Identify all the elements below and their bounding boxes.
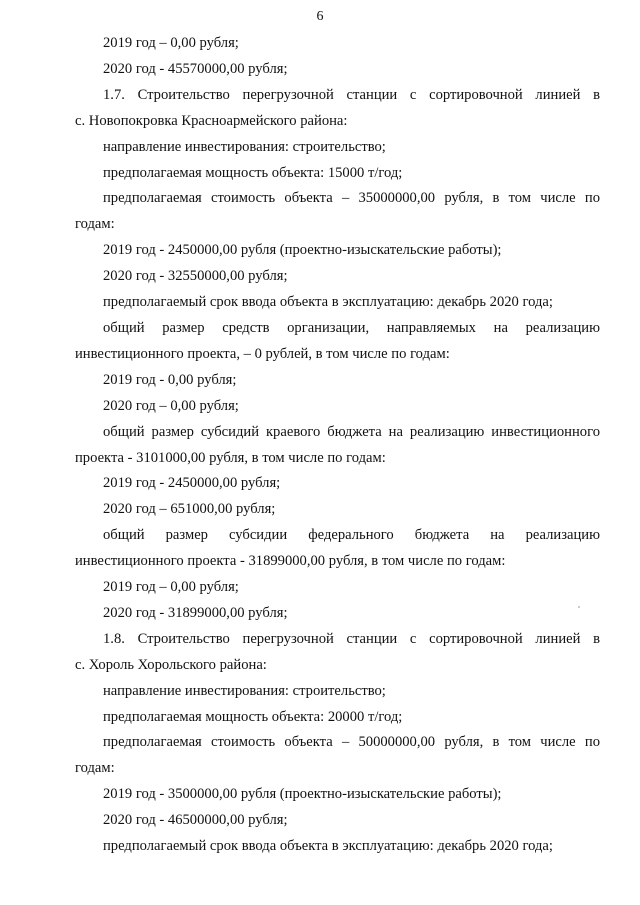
- text-line: инвестиционного проекта - 31899000,00 рубля, в том числе по годам:: [75, 553, 506, 570]
- text-line: предполагаемый срок ввода объекта в эксплуатацию: декабрь 2020 года;: [103, 838, 553, 855]
- text-line: предполагаемый срок ввода объекта в эксплуатацию: декабрь 2020 года;: [103, 294, 553, 311]
- text-line: общий размер субсидии федерального бюджета на реализацию: [103, 527, 600, 544]
- text-line: 2020 год - 46500000,00 рубля;: [103, 812, 288, 829]
- text-line: 2019 год - 3500000,00 рубля (проектно-изыскательские работы);: [103, 786, 502, 803]
- text-line: 1.7. Строительство перегрузочной станции с сортировочной линией в: [103, 86, 600, 103]
- cost-paragraph-2: [75, 730, 600, 782]
- federal-subsidy-paragraph: [75, 523, 600, 575]
- document-body: [75, 31, 600, 860]
- text-line: годам:: [75, 760, 115, 777]
- text-line: годам:: [75, 216, 115, 233]
- text-line: 2020 год - 32550000,00 рубля;: [103, 268, 288, 285]
- text-line: 2019 год - 2450000,00 рубля (проектно-изыскательские работы);: [103, 242, 502, 259]
- text-line: направление инвестирования: строительство;: [103, 138, 386, 155]
- text-line: 2019 год - 2450000,00 рубля;: [103, 475, 281, 492]
- text-line: 1.8. Строительство перегрузочной станции с сортировочной линией в: [103, 630, 600, 647]
- text-line: проекта - 3101000,00 рубля, в том числе по годам:: [75, 449, 386, 466]
- text-line: общий размер субсидий краевого бюджета на реализацию инвестиционного: [103, 423, 600, 440]
- text-line: 2020 год - 31899000,00 рубля;: [103, 604, 288, 621]
- section-1-7-heading: [75, 83, 600, 135]
- text-line: инвестиционного проекта, – 0 рублей, в том числе по годам:: [75, 345, 450, 362]
- text-line: 2019 год - 0,00 рубля;: [103, 371, 237, 388]
- page-number: 6: [316, 9, 324, 24]
- cost-paragraph: [75, 186, 600, 238]
- regional-subsidy-paragraph: [75, 420, 600, 472]
- text-line: 2020 год - 45570000,00 рубля;: [103, 60, 288, 77]
- text-line: направление инвестирования: строительство;: [103, 682, 386, 699]
- text-line: предполагаемая стоимость объекта – 50000000,00 рубля, в том числе по: [103, 734, 600, 751]
- text-line: предполагаемая мощность объекта: 20000 т/год;: [103, 708, 403, 725]
- scan-speck: [578, 606, 580, 608]
- text-line: предполагаемая стоимость объекта – 35000000,00 рубля, в том числе по: [103, 190, 600, 207]
- text-line: с. Хороль Хорольского района:: [75, 656, 267, 673]
- text-line: общий размер средств организации, направляемых на реализацию: [103, 319, 600, 336]
- text-line: 2019 год – 0,00 рубля;: [103, 35, 239, 51]
- text-line: 2020 год – 0,00 рубля;: [103, 397, 239, 414]
- text-line: 2020 год – 651000,00 рубля;: [103, 501, 276, 518]
- organization-funds-paragraph: [75, 316, 600, 368]
- section-1-8-heading: [75, 627, 600, 679]
- text-line: с. Новопокровка Красноармейского района:: [75, 112, 348, 129]
- text-line: предполагаемая мощность объекта: 15000 т/год;: [103, 164, 403, 181]
- text-line: 2019 год – 0,00 рубля;: [103, 579, 239, 596]
